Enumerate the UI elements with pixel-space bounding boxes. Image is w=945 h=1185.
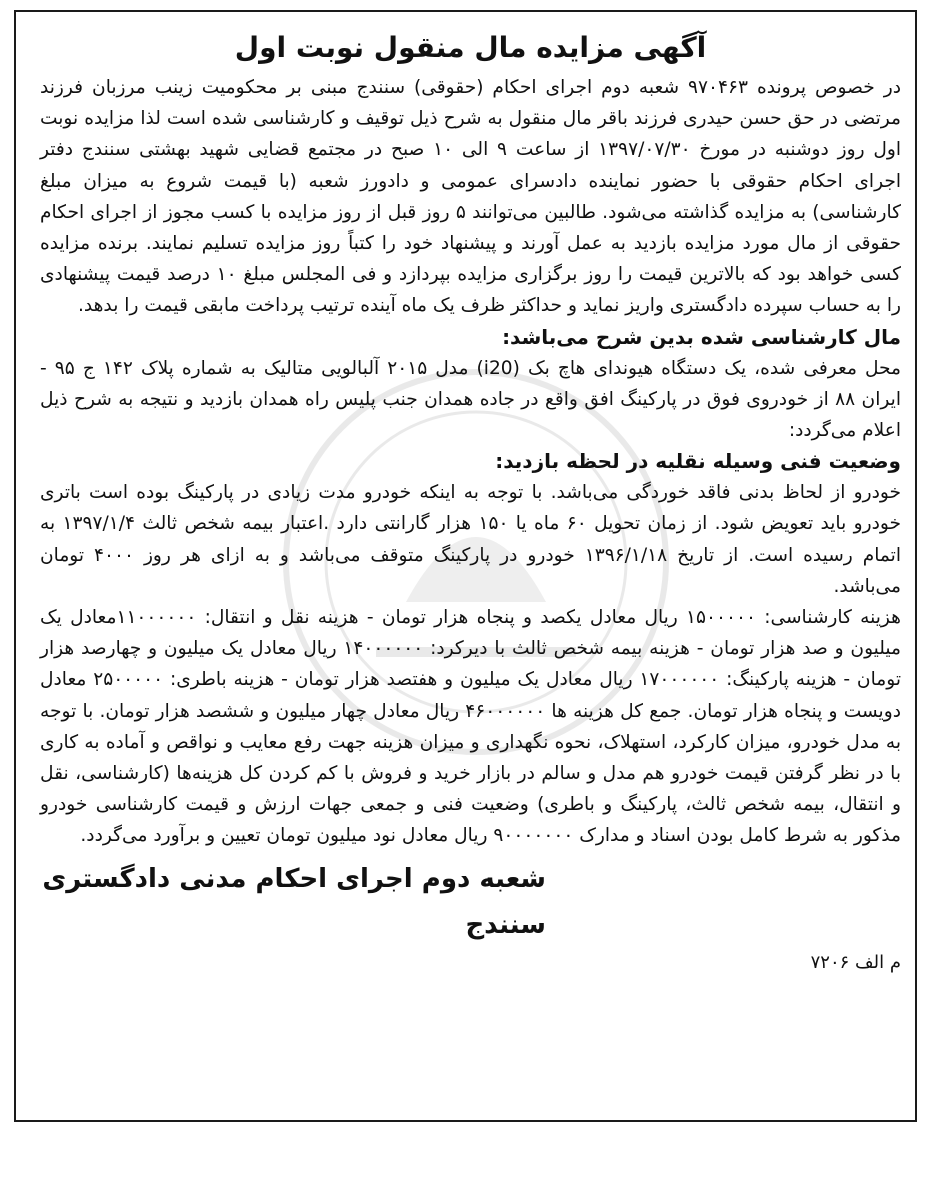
condition-heading: وضعیت فنی وسیله نقلیه در لحظه بازدید: bbox=[495, 449, 901, 474]
property-heading: مال کارشناسی شده بدین شرح می‌باشد: bbox=[502, 324, 901, 349]
property-paragraph: محل معرفی شده، یک دستگاه هیوندای هاچ بک (i20) مدل ۲۰۱۵ آلبالویی متالیک به شماره پلاک ۱۴۲ ج ۹۵ - ایران ۸۸ از خودروی فوق در پارکینگ افق واقع در جاده همدان جنب پلیس راه همدان بازدید و نتیجه به شرح ذیل اعلام می‌گردد: bbox=[40, 357, 902, 442]
reference-number: م الف ۷۲۰۶ bbox=[810, 951, 901, 973]
costs-paragraph: هزینه کارشناسی: ۱۵۰۰۰۰۰ ریال معادل یکصد و پنجاه هزار تومان - هزینه نقل و انتقال: ۱۱۰۰۰۰۰۰معادل یک میلیون و صد هزار تومان - هزینه بیمه شخص ثالث با دیرکرد: ۱۴۰۰۰۰۰۰ ریال معادل یک میلیون و چهارصد هزار تومان - هزینه پارکینگ: ۱۷۰۰۰۰۰۰ ریال معادل یک میلیون و هفتصد هزار تومان - هزینه باطری: ۲۵۰۰۰۰۰ معادل دویست و پنجاه هزار تومان. جمع کل هزینه ها ۴۶۰۰۰۰۰۰ ریال معادل چهار میلیون و ششصد هزار تومان. با توجه به مدل خودرو، میزان کارکرد، استهلاک، نحوه نگهداری و میزان هزینه جهت رفع معایب و نواقص و آماده به کاری با در نظر گرفتن قیمت خودرو هم مدل و سالم در بازار خرید و فروش با کم کردن کل هزینه‌ها (کارشناسی، نقل و انتقال، بیمه شخص ثالث، پارکینگ و باطری) وضعیت فنی و جمعی جهات ارزش و قیمت کارشناسی خودرو مذکور به شرط کامل بودن اسناد و مدارک ۹۰۰۰۰۰۰۰ ریال معادل نود میلیون تومان تعیین و برآورد می‌گردد. bbox=[40, 607, 902, 847]
notice-content bbox=[40, 26, 901, 978]
notice-frame bbox=[14, 10, 917, 1122]
intro-paragraph: در خصوص پرونده ۹۷۰۴۶۳ شعبه دوم اجرای احکام (حقوقی) سنندج مبنی بر محکومیت زینب مرزبان فرزند مرتضی در حق حسن حیدری فرزند باقر مال منقول به شرح ذیل توقیف و کارشناسی شده است لذا مزایده نوبت اول روز دوشنبه در مورخ ۱۳۹۷/۰۷/۳۰ از ساعت ۹ الی ۱۰ صبح در مجتمع قضایی شهید بهشتی سنندج دفتر اجرای احکام حقوقی با حضور نماینده دادسرای عمومی و دادورز شعبه (با قیمت شروع به میزان مبلغ کارشناسی) به مزایده گذاشته می‌شود. طالبین می‌توانند ۵ روز قبل از روز مزایده با کسب مجوز از اجرای احکام حقوقی از مال مورد مزایده بازدید به عمل آورند و پیشنهاد خود را کتباً روز مزایده تسلیم نمایند. برنده مزایده کسی خواهد بود که بالاترین قیمت را روز برگزاری مزایده بپردازد و فی المجلس مبلغ ۱۰ درصد قیمت پیشنهادی را به حساب سپرده دادگستری واریز نماید و حداکثر ظرف یک ماه آینده ترتیب پرداخت مابقی قیمت را بدهد. bbox=[40, 77, 901, 317]
condition-paragraph: خودرو از لحاظ بدنی فاقد خوردگی می‌باشد. با توجه به اینکه خودرو مدت زیادی در پارکینگ بوده است باتری خودرو باید تعویض شود. از زمان تحویل ۶۰ ماه یا ۱۵۰ هزار گارانتی دارد .اعتبار بیمه شخص ثالث ۱۳۹۷/۱/۴ به اتمام رسیده است. از تاریخ ۱۳۹۶/۱/۱۸ خودرو در پارکینگ متوقف می‌باشد و به ازای هر روز ۴۰۰۰ تومان می‌باشد. bbox=[40, 482, 901, 597]
issuer-signature: شعبه دوم اجرای احکام مدنی دادگستری سنندج bbox=[42, 863, 546, 940]
notice-title: آگهی مزایده مال منقول نوبت اول bbox=[234, 31, 707, 64]
